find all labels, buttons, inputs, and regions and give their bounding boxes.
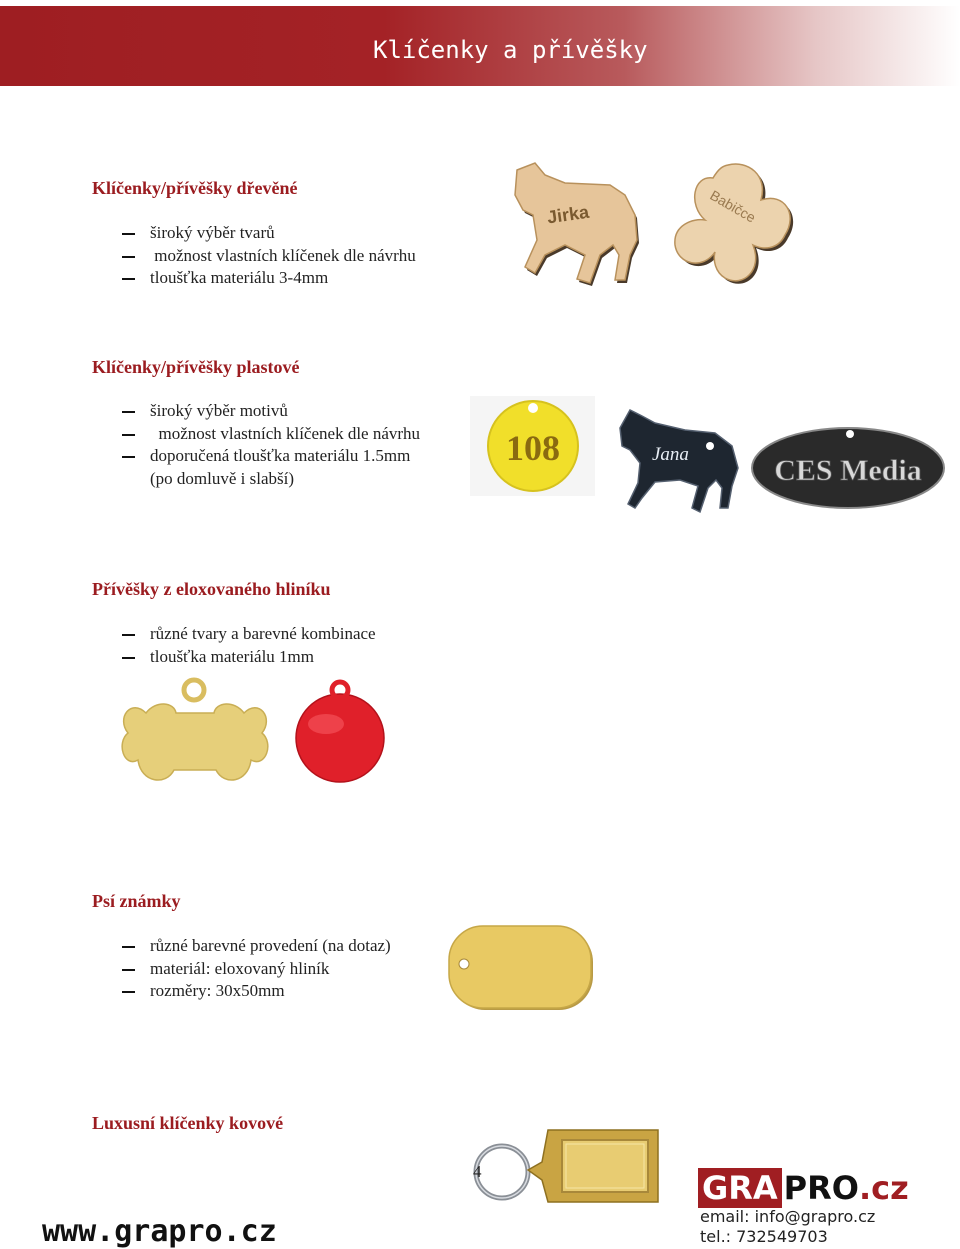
wooden-keychains-image [505,155,800,295]
gold-bone-tag [122,680,268,780]
clover-shape [675,164,790,281]
list-item-continuation: (po domluvě i slabší) [150,468,295,488]
section-title-dog-tags: Psí známky [92,891,181,911]
logo-part-pro: PRO [783,1169,859,1207]
list-item: tloušťka materiálu 3-4mm [122,267,416,290]
bullet-list-aluminium [122,623,376,668]
list-item: různé barevné provedení (na dotaz) [122,935,391,958]
page-title: Klíčenky a přívěšky [373,36,648,64]
list-item: možnost vlastních klíčenek dle návrhu [122,245,416,268]
acrylic-horse-text: Jana [652,444,689,465]
dash-icon [122,411,135,413]
bullet-list-wooden [122,222,416,290]
dash-icon [122,278,135,280]
yellow-tag-text: 108 [506,428,560,468]
dash-icon [122,233,135,235]
logo-part-cz: .cz [858,1169,909,1207]
section-title-aluminium: Přívěšky z eloxovaného hliníku [92,579,331,599]
dash-icon [122,634,135,636]
list-item: rozměry: 30x50mm [122,980,391,1003]
list-item: materiál: eloxovaný hliník [122,958,391,981]
footer-website-link[interactable]: www.grapro.cz [42,1214,277,1249]
oval-tag-text: CES Media [774,454,922,487]
footer-phone[interactable]: tel.: 732549703 [700,1227,828,1246]
section-title-wooden: Klíčenky/přívěšky dřevěné [92,178,298,198]
bullet-list-plastic [122,400,420,490]
horse-engraving-text: Jirka [545,201,591,228]
list-item: tloušťka materiálu 1mm [122,646,376,669]
dash-icon [122,256,135,258]
bullet-list-dog-tags [122,935,391,1003]
list-item: široký výběr motivů [122,400,420,423]
dash-icon [122,657,135,659]
dog-tag-image [444,920,596,1012]
dash-icon [122,991,135,993]
dash-icon [122,456,135,458]
logo-part-gra: GRA [698,1168,782,1208]
list-item: různé tvary a barevné kombinace [122,623,376,646]
grapro-logo [698,1168,909,1208]
list-item: široký výběr tvarů [122,222,416,245]
page-header [0,6,960,86]
clover-engraving-text: Babičce [707,186,759,226]
section-title-plastic: Klíčenky/přívěšky plastové [92,357,300,377]
section-title-luxury: Luxusní klíčenky kovové [92,1113,284,1133]
plastic-keychains-image [470,388,945,518]
list-item: doporučená tloušťka materiálu 1.5mm [122,445,420,468]
dash-icon [122,969,135,971]
red-round-tag [296,682,384,782]
footer-email[interactable]: email: info@grapro.cz [700,1207,876,1226]
page-number: 4 [473,1162,482,1181]
dash-icon [122,946,135,948]
dog-tag-shape [449,926,591,1008]
dash-icon [122,434,135,436]
metal-keychain-image [462,1122,662,1208]
list-item: možnost vlastních klíčenek dle návrhu [122,423,420,446]
aluminium-tags-image [112,676,392,796]
